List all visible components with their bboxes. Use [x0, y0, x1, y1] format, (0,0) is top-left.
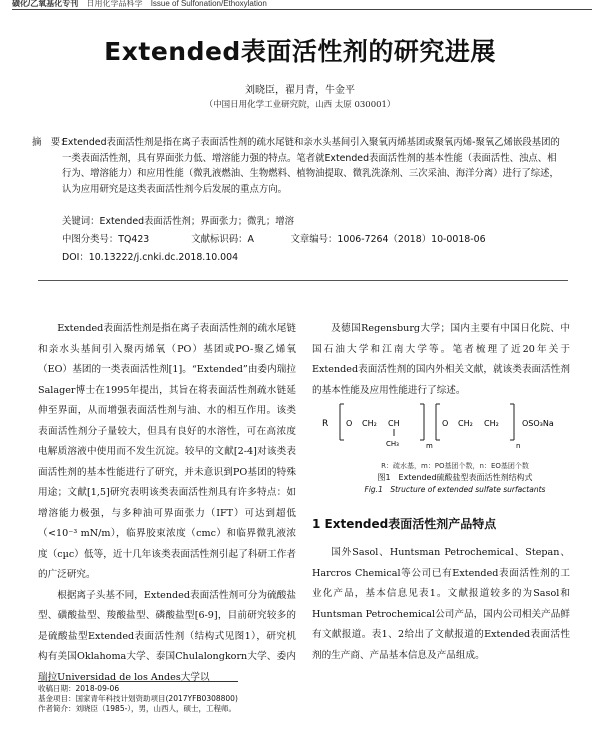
figure-caption-en: Fig.1 Structure of extended sulfate surfactants	[364, 485, 546, 494]
header-column: 磺化/乙氧基化专刊	[12, 0, 79, 8]
affiliation: （中国日用化学工业研究院，山西 太原 030001）	[204, 100, 396, 110]
formula-ch2-b: CH₂	[458, 419, 473, 428]
figure-caption-cn: 图1 Extended硫酸盐型表面活性剂结构式	[377, 473, 533, 482]
formula-sub-n: n	[516, 442, 521, 450]
abstract-divider	[38, 280, 568, 281]
right-column-intro	[312, 319, 570, 401]
formula-sub-m: m	[426, 442, 433, 450]
formula-o2: O	[442, 419, 449, 428]
footnote	[38, 684, 238, 714]
formula-ch: CH	[388, 419, 400, 428]
abstract-text: Extended表面活性剂是指在离子表面活性剂的疏水尾链和亲水头基间引入聚氧丙烯基团或聚氧丙烯-聚氧乙烯嵌段基团的一类表面活性剂，具有界面张力低、增溶能力强的特点。笔者就Extended表面活性剂的基本性能（表面活性、浊点、相行为、增溶能力）和应用性能（微乳液燃油、生物燃料、植物油提取、微乳洗涤剂、三次采油、海洋分离）进行了综述，认为应用研究是这类表面活性剂今后发展的重点方向。	[62, 137, 560, 195]
formula-so3na: OSO₃Na	[522, 419, 554, 428]
figure-legend: R：疏水基，m：PO基团个数，n：EO基团个数	[381, 462, 529, 470]
formula-r: R	[322, 419, 329, 429]
section-heading: 1 Extended表面活性剂产品特点	[312, 517, 497, 531]
structural-formula	[318, 396, 580, 460]
header-rule	[12, 9, 592, 10]
abstract-label: 摘 要：	[32, 137, 70, 148]
doc-label: 文献标识码：	[191, 234, 248, 245]
article-no: 1006-7264（2018）10-0018-06	[337, 234, 486, 245]
clc-value: TQ423	[118, 234, 150, 245]
doc-code: A	[247, 234, 254, 245]
keywords-text: Extended表面活性剂；界面张力；微乳；增溶	[99, 216, 295, 227]
doi-line	[62, 249, 560, 263]
body-paragraph-2: 根据离子头基不同，Extended表面活性剂可分为硫酸盐型、磺酸盐型、羧酸盐型、磷酸盐型[6-9]，目前研究较多的是硫酸盐型Extended表面活性剂（结构式见图1），研究机构有美国Oklahoma大学、泰国Chulalongkorn大学、委内瑞拉Universidad de los Andes大学以	[38, 589, 296, 683]
footnote-author: 作者简介：刘晓臣（1985-），男，山西人，硕士，工程师。	[38, 704, 237, 713]
right-column-section	[312, 543, 570, 666]
classification-line	[62, 231, 560, 245]
doi-label: DOI：	[62, 252, 89, 263]
left-column	[38, 319, 296, 688]
keywords-line	[62, 213, 560, 227]
formula-o1: O	[346, 419, 353, 428]
doi-value: 10.13222/j.cnki.dc.2018.10.004	[88, 252, 239, 263]
body-paragraph-1: Extended表面活性剂是指在离子表面活性剂的疏水尾链和亲水头基间引入聚丙烯氧（PO）基团或PO-聚乙烯氧（EO）基团的一类表面活性剂[1]。“Extended”由委内瑞拉Salager博士在1995年提出，其旨在将表面活性剂疏水链延伸至界面，从而增强表面活性剂与油、水的相互作用。该类表面活性剂分子量较大，但具有良好的水溶性，可在高浓度电解质溶液中使用而不发生沉淀。较早的文献[2-4]对该类表面活性剂的基本性能进行了研究，并未意识到PO基团的特殊用途；文献[1,5]研究表明该类表面活性剂具有许多特点：如增溶能力极强，与多种油可界面张力（IFT）可达到超低（<10⁻³ mN/m），临界胶束浓度（cmc）和临界微乳液浓度（cµc）低等，近十几年该类表面活性剂引起了科研工作者的广泛研究。	[38, 323, 296, 580]
footnote-fund: 基金项目：国家青年科技计划资助项目(2017YFB0308800)	[38, 694, 238, 703]
authors: 刘晓臣，翟月青，牛金平	[245, 85, 355, 96]
clc-label: 中图分类号：	[62, 234, 119, 245]
body-paragraph-3: 及德国Regensburg大学；国内主要有中国日化院、中国石油大学和江南大学等。笔者梳理了近20年关于Extended表面活性剂的国内外相关文献，就该类表面活性剂的基本性能及应用性能进行了综述。	[312, 323, 570, 396]
abstract	[32, 135, 560, 197]
article-no-label: 文章编号：	[290, 234, 338, 245]
footnote-received: 收稿日期：2018-09-06	[38, 684, 120, 693]
body-paragraph-4: 国外Sasol、Huntsman Petrochemical、Stepan、Harcros Chemical等公司已有Extended表面活性剂的工业化产品，基本信息见表1。文献报道较多的为Sasol和Huntsman Petrochemical公司产品，国内公司相关产品鲜有文献报道。表1、2给出了文献报道的Extended表面活性剂的生产商、产品基本信息及产品组成。	[312, 547, 570, 661]
formula-ch2-c: CH₂	[484, 419, 499, 428]
formula-ch3: CH₃	[386, 440, 399, 448]
keywords-label: 关键词：	[62, 216, 100, 227]
header-en-column: Issue of Sulfonation/Ethoxylation	[150, 0, 267, 8]
paper-title: Extended表面活性剂的研究进展	[104, 37, 496, 66]
running-header	[12, 0, 592, 9]
header-journal: 日用化学品科学	[86, 0, 143, 8]
formula-ch2-a: CH₂	[362, 419, 377, 428]
footnote-rule	[38, 681, 238, 682]
